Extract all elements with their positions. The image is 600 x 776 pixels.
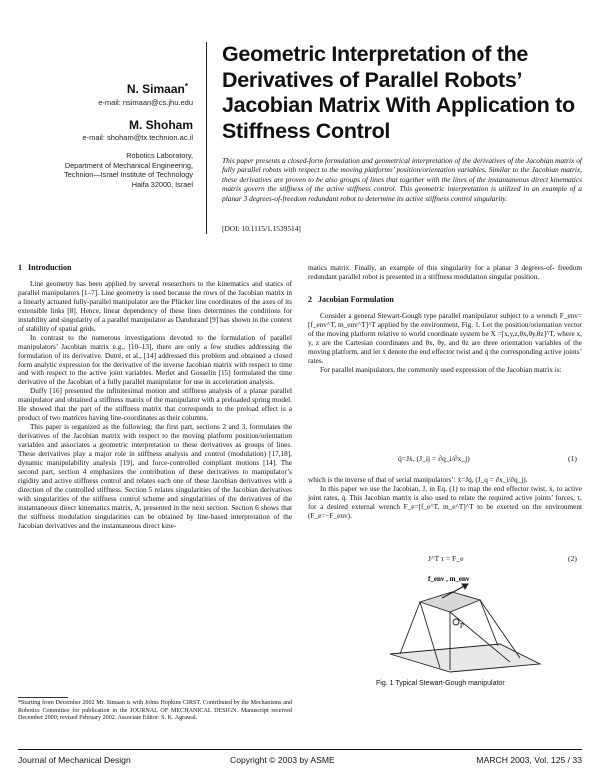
right-column bbox=[308, 264, 582, 375]
affiliation-line: Department of Mechanical Engineering, bbox=[64, 160, 193, 170]
section-number: 2 bbox=[308, 294, 312, 304]
affiliation-line: Robotics Laboratory, bbox=[126, 151, 193, 160]
moving-platform bbox=[420, 592, 480, 612]
paragraph: Consider a general Stewart-Gough type parallel manipulator subject to a wrench F_env=[f_env^T, m_env^T]^T applied by the environment, Fig. 1. Let the position/orientation vector of the moving platform relative to world coordinate system be X =[x,y,z,θx,θy,θz]^T, where x, y, z are the Cartesian coordinates and θx, θy, and θz are three orientation variables of the moving platform, and let ẋ denote the end effector twist and q̇ the corresponding active joints’ rates. bbox=[308, 311, 582, 365]
figure-caption: Fig. 1 Typical Stewart-Gough manipulator bbox=[376, 680, 505, 687]
paragraph: In this paper we use the Jacobian, J, in Eq. (1) to map the end effector twist, ẋ, to active joint rates, q̇. This Jacobian matrix is also used to relate the required active joints’ forces, τ, for a desired external wrench F_e=[f_e^T, m_e^T]^T to be exerted on the environment (F_e=−F_env). bbox=[308, 484, 582, 520]
author-2-email: e-mail: shoham@tx.technion.ac.il bbox=[82, 133, 193, 142]
abstract: This paper presents a closed-form formulation and geometrical interpretation of the derivatives of the Jacobian matrix of fully parallel robots with respect to the moving platforms’ position/orientation variables. Similar to the Jacobian matrix, these derivatives are proven to be also groups of lines that together with the lines of the instantaneous direct kinematics matrix govern the stiffness of the active stiffness control. This geometric interpretation is utilized in an example of a planar 3 degrees-of-freedom redundant robot to determine its active stiffness control singularity. bbox=[222, 156, 582, 203]
footer-journal: Journal of Mechanical Design bbox=[18, 755, 131, 765]
paper-title: Geometric Interpretation of the Derivatives of Parallel Robots’ Jacobian Matrix With Application to Stiffness Control bbox=[222, 42, 575, 143]
stewart-gough-figure bbox=[380, 572, 560, 676]
section-2-heading bbox=[308, 296, 582, 305]
paragraph: Duffy [16] presented the infinitesimal motion and stiffness analysis of a planar parallel manipulator and obtained a stiffness matrix of the manipulator with a preloaded spring model. He showed that the part of the stiffness matrix that corresponds to the preload effect is a product of two matrices having line-coordinates as their columns. bbox=[18, 387, 292, 423]
affiliation-line: Haifa 32000, Israel bbox=[131, 179, 193, 189]
author-1-marker: * bbox=[184, 82, 188, 91]
equation-1-number: (1) bbox=[568, 454, 577, 463]
point-p-marker bbox=[453, 619, 459, 625]
doi: [DOI: 10.1115/1.1539514] bbox=[222, 224, 301, 233]
section-title: Introduction bbox=[28, 263, 72, 272]
section-title: Jacobian Formulation bbox=[318, 294, 394, 304]
point-p-label: P bbox=[460, 622, 464, 630]
author-1-email: e-mail: nsimaan@cs.jhu.edu bbox=[98, 98, 193, 107]
header-divider bbox=[206, 42, 207, 234]
author-1-name bbox=[127, 82, 188, 96]
footnote-rule bbox=[18, 697, 68, 698]
right-column-cont bbox=[308, 476, 582, 521]
author-2-name: M. Shoham bbox=[128, 118, 193, 132]
paragraph: Line geometry has been applied by several researchers to the kinematics and statics of parallel manipulators [1–7]. Line geometry is used because the rows of the Jacobian matrix in a linearly actuated fully-parallel manipulator are the Plücker line coordinates of the axes of its extensible links [8]. Hence, linear dependency of these lines determines the conditions for instability and singularity of a parallel manipulator as Dandurand [9] has shown in the context of stability of spatial grids. bbox=[18, 279, 292, 333]
paragraph: For parallel manipulators, the commonly used expression of the Jacobian matrix is: bbox=[320, 365, 562, 374]
footer-copyright: Copyright © 2003 by ASME bbox=[230, 755, 335, 765]
affiliation bbox=[33, 151, 193, 189]
author-1-text: N. Simaan bbox=[126, 82, 185, 96]
paragraph: In contrast to the numerous investigations devoted to the formulation of parallel manipulators’ Jacobian matrix e.g., [10–13], there are only a few studies addressing the formulation of its derivative. Dutré, et al., [14] addressed this problem and obtained a closed form analytic expression for the derivative of the inverse Jacobian matrix with respect to time and with respect to the active joint variables. Merlet and Gosselin [15] formulated the time derivative of the Jacobian of a fully parallel manipulator for use in acceleration analysis. bbox=[18, 333, 292, 387]
equation-2-number: (2) bbox=[568, 554, 577, 563]
paragraph: matics matrix. Finally, an example of this singularity for a planar 3 degrees-of- freedom redundant parallel robot is presented in a stiffness modulation singular position. bbox=[308, 264, 582, 281]
footer-rule bbox=[18, 749, 582, 750]
affiliation-line: Technion—Israel Institute of Technology bbox=[64, 170, 193, 180]
leg bbox=[400, 602, 420, 654]
left-column bbox=[18, 264, 292, 531]
base-plate bbox=[390, 644, 540, 672]
equation-1: q̇=Jẋ, (J_ij = ∂q_i/∂x_j) bbox=[398, 454, 470, 463]
footnote: *Starting from December 2002 Mr. Simaan is with Johns Hopkins CIRST. Contributed by the Mechanisms and Robotics Committee for publication in the JOURNAL OF MECHANICAL DESIGN. Manuscript received December 2000; revised February 2002. Associate Editor: S. K. Agrawal. bbox=[18, 700, 292, 722]
equation-2: J^T τ = F_e bbox=[428, 554, 464, 563]
paragraph: This paper is organized as the following: the first part, sections 2 and 3, formulates the derivatives of the Jacobian matrix with respect to the moving platform position/orientation variables and associates a geometric interpretation to these derivatives as groups of lines. These derivatives play a major role in stiffness analysis and control (modulation) [17,18], dynamic manipulability analysis [19], and force-controlled compliant motions [14]. The second part, section 4 emphasizes the contribution of these derivatives to manipulator’s rigidity and active stiffness control and relates each one of these Jacobian derivatives with a direction of the controlled stiffness. Section 5 relates singularities of the Jacobian derivatives with singularities of the stiffness control scheme and singularities of the derivatives of the instantaneous direct kinematics matrix, A, presented in the next section. Section 6 shows that the stiffness modulation singularities can be obtained by line-based interpretation of the Jacobian derivatives and the instantaneous direct kine- bbox=[18, 423, 292, 530]
force-label: f_env , m_env bbox=[428, 575, 470, 583]
paragraph: which is the inverse of that of serial manipulators’: ẋ=Jq̇, (J_q = ∂x_i/∂q_j). bbox=[308, 476, 528, 484]
section-number: 1 bbox=[18, 263, 22, 272]
section-1-heading bbox=[18, 264, 292, 273]
footer-issue: MARCH 2003, Vol. 125 / 33 bbox=[476, 755, 582, 765]
